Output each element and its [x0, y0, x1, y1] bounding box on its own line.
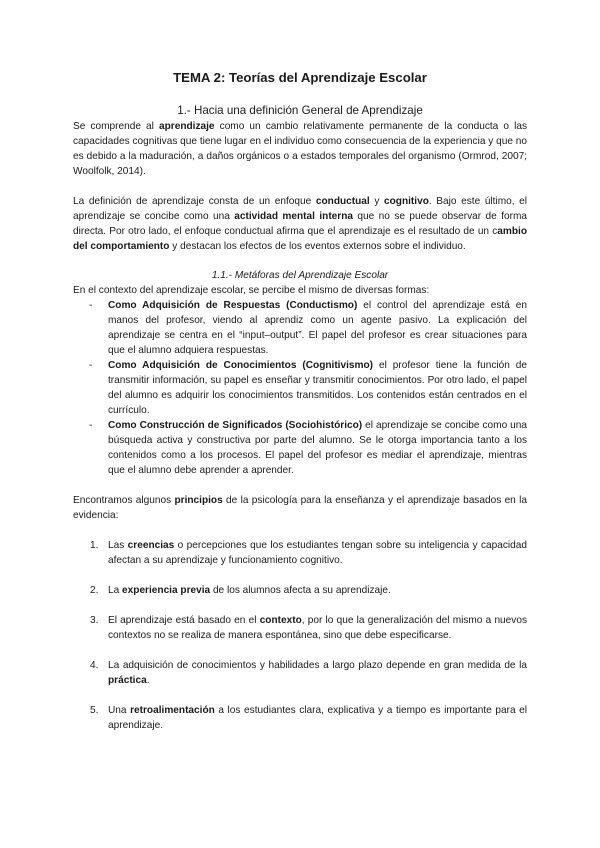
list-item: 4. La adquisición de conocimientos y habilidades a largo plazo depende en gran medida de la práctica. [90, 660, 527, 686]
definition-paragraph: Se comprende al aprendizaje como un cambio relativamente permanente de la conducta o las capacidades cognitivas que tiene lugar en el individuo como consecuencia de la experiencia y que no es debido a la maduración, a daños orgánicos o a estados temporales del organismo (Ormrod, 2007; Woolfolk, 2014). [73, 121, 527, 177]
metaphors-list [73, 298, 527, 478]
principles-list [73, 538, 527, 733]
metaphors-intro: En el contexto del aprendizaje escolar, se percibe el mismo de diversas formas: [73, 285, 430, 296]
list-item: - Como Adquisición de Respuestas (Conductismo) el control del aprendizaje está en manos del profesor, viendo al aprendiz como un agente pasivo. La explicación del aprendizaje se centra en el “input–output”. El papel del profesor es crear situaciones para que el alumno adquiera respuestas. [89, 300, 527, 356]
section-1-1-heading: 1.1.- Metáforas del Aprendizaje Escolar [211, 270, 389, 281]
list-item: 3. El aprendizaje está basado en el contexto, por lo que la generalización del mismo a nuevos contextos no se realiza de manera espontánea, sino que debe especificarse. [90, 615, 527, 641]
list-item: 2. La experiencia previa de los alumnos afecta a su aprendizaje. [90, 585, 391, 596]
document-title: TEMA 2: Teorías del Aprendizaje Escolar [173, 70, 427, 85]
list-item: 1. Las creencias o percepciones que los estudiantes tengan sobre su inteligencia y capacidad afectan a su aprendizaje y funcionamiento cognitivo. [90, 540, 527, 566]
list-item: 5. Una retroalimentación a los estudiantes clara, explicativa y a tiempo es importante para el aprendizaje. [90, 705, 527, 731]
principles-intro: Encontramos algunos principios de la psicología para la enseñanza y el aprendizaje basados en la evidencia: [73, 495, 527, 521]
list-item: - Como Construcción de Significados (Sociohistórico) el aprendizaje se concibe como una búsqueda activa y constructiva por parte del alumno. Se le otorga importancia tanto a los contenidos como a los procesos. El papel del profesor es mediar el aprendizaje, mientras que el alumno debe aprender a aprender. [89, 420, 527, 476]
list-item: - Como Adquisición de Conocimientos (Cognitivismo) el profesor tiene la función de transmitir información, su papel es enseñar y transmitir conocimientos. Por otro lado, el papel del alumno es adquirir los conocimientos transmitidos. Los contenidos están centrados en el currículo. [89, 360, 528, 416]
approaches-paragraph: La definición de aprendizaje consta de un enfoque conductual y cognitivo. Bajo este último, el aprendizaje se concibe como una actividad mental interna que no se puede observar de forma directa. Por otro lado, el enfoque conductual afirma que el aprendizaje es el resultado de un cambio del comportamiento y destacan los efectos de los eventos externos sobre el individuo. [73, 196, 528, 252]
section-1-heading: 1.- Hacia una definición General de Aprendizaje [177, 104, 423, 117]
